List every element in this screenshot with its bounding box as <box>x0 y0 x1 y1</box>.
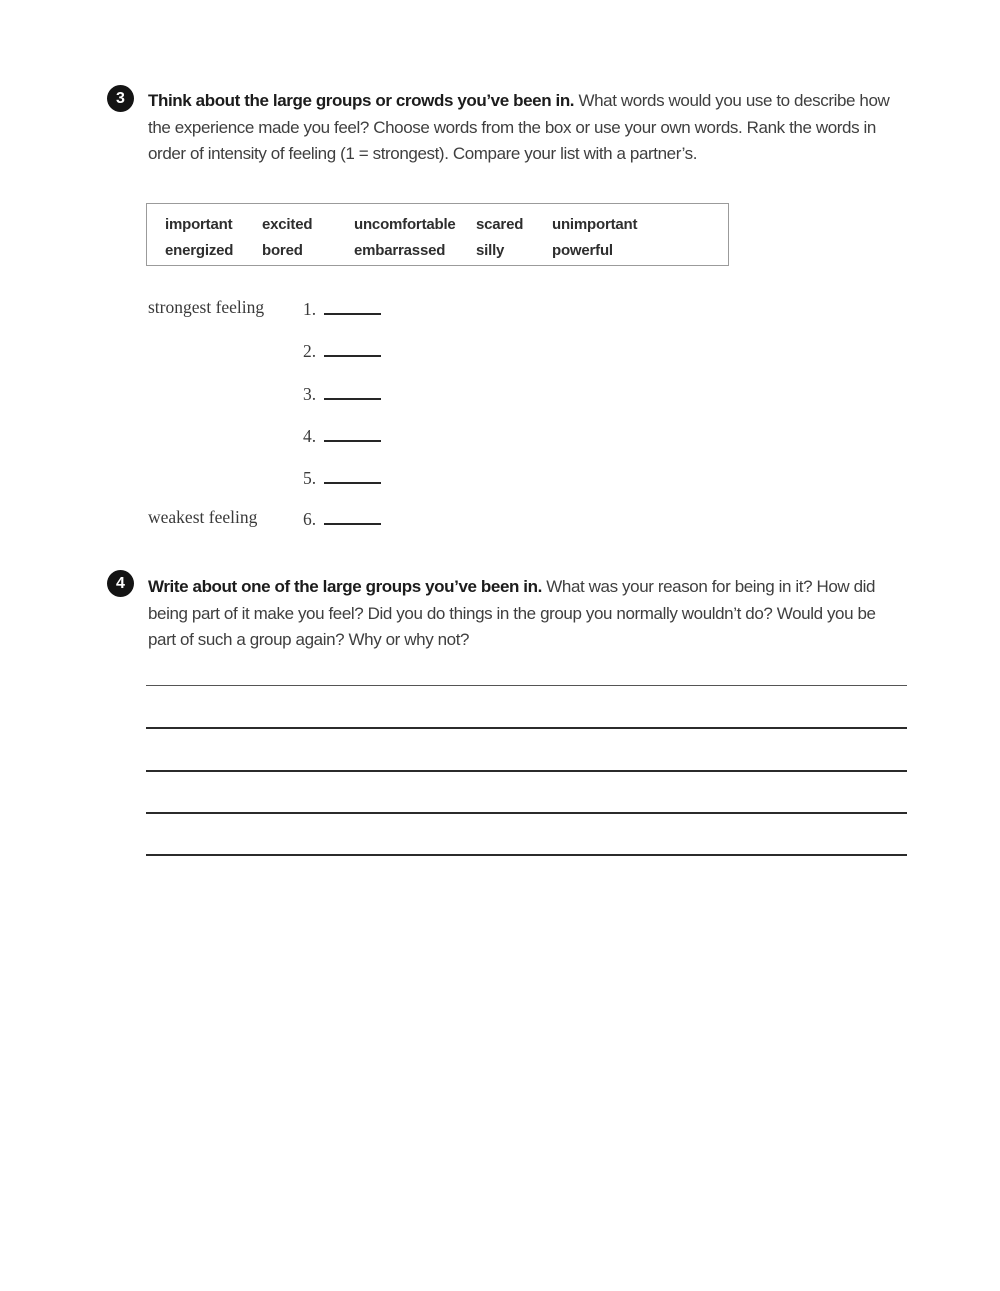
rank-row-6 <box>303 507 381 529</box>
word-box-column-3 <box>354 212 456 264</box>
rank-blank-6[interactable] <box>324 507 381 525</box>
strongest-feeling-label: strongest feeling <box>148 297 265 317</box>
exercise-4-title: Write about one of the large groups you’ve been in. <box>148 577 542 596</box>
word-scared: scared <box>476 216 524 233</box>
exercise-4-number: 4 <box>116 574 125 592</box>
exercise-3-title: Think about the large groups or crowds you’ve been in. <box>148 91 575 110</box>
exercise-3-badge <box>107 85 134 112</box>
word-box-column-4 <box>476 212 523 264</box>
answer-line-4[interactable] <box>146 788 907 814</box>
word-energized: energized <box>165 242 234 259</box>
rank-row-5 <box>303 466 381 488</box>
rank-row-4 <box>303 424 381 446</box>
rank-number-5: 5. <box>303 468 317 488</box>
answer-line-2[interactable] <box>146 703 907 729</box>
exercise-3-instructions-text: What words would you use to describe how the experience made you feel? Choose words from the box or use your own words. Rank the words in order of intensity of feeling (1 = strongest). Compare your list with a partner’s. <box>148 91 890 164</box>
exercise-4-badge <box>107 570 134 597</box>
exercise-3-number: 3 <box>116 89 125 107</box>
weakest-feeling-label: weakest feeling <box>148 507 258 527</box>
word-bored: bored <box>262 242 303 259</box>
rank-blank-1[interactable] <box>324 297 381 315</box>
answer-line-5[interactable] <box>146 830 907 856</box>
rank-number-3: 3. <box>303 384 317 404</box>
rank-number-6: 6. <box>303 509 317 529</box>
rank-row-3 <box>303 382 381 404</box>
word-powerful: powerful <box>552 242 613 259</box>
rank-blank-4[interactable] <box>324 424 381 442</box>
word-excited: excited <box>262 216 313 233</box>
word-embarrassed: embarrassed <box>354 242 446 259</box>
word-box-column-5 <box>552 212 637 264</box>
exercise-4-instructions <box>148 574 906 654</box>
word-box-column-1 <box>165 212 233 264</box>
word-box-column-2 <box>262 212 312 264</box>
rank-number-1: 1. <box>303 299 317 319</box>
rank-row-1 <box>303 297 381 319</box>
exercise-3-instructions <box>148 88 906 168</box>
rank-blank-5[interactable] <box>324 466 381 484</box>
answer-line-3[interactable] <box>146 746 907 772</box>
exercise-4-instructions-text: What was your reason for being in it? How did being part of it make you feel? Did you do things in the group you normally wouldn’t do? Would you be part of such a group again? Why or why not? <box>148 577 876 650</box>
word-box <box>146 203 729 266</box>
rank-number-2: 2. <box>303 341 317 361</box>
answer-line-1[interactable] <box>146 661 907 686</box>
word-uncomfortable: uncomfortable <box>354 216 456 233</box>
word-unimportant: unimportant <box>552 216 638 233</box>
word-important: important <box>165 216 233 233</box>
rank-number-4: 4. <box>303 426 317 446</box>
rank-row-2 <box>303 339 381 361</box>
word-silly: silly <box>476 242 505 259</box>
rank-blank-3[interactable] <box>324 382 381 400</box>
rank-blank-2[interactable] <box>324 339 381 357</box>
